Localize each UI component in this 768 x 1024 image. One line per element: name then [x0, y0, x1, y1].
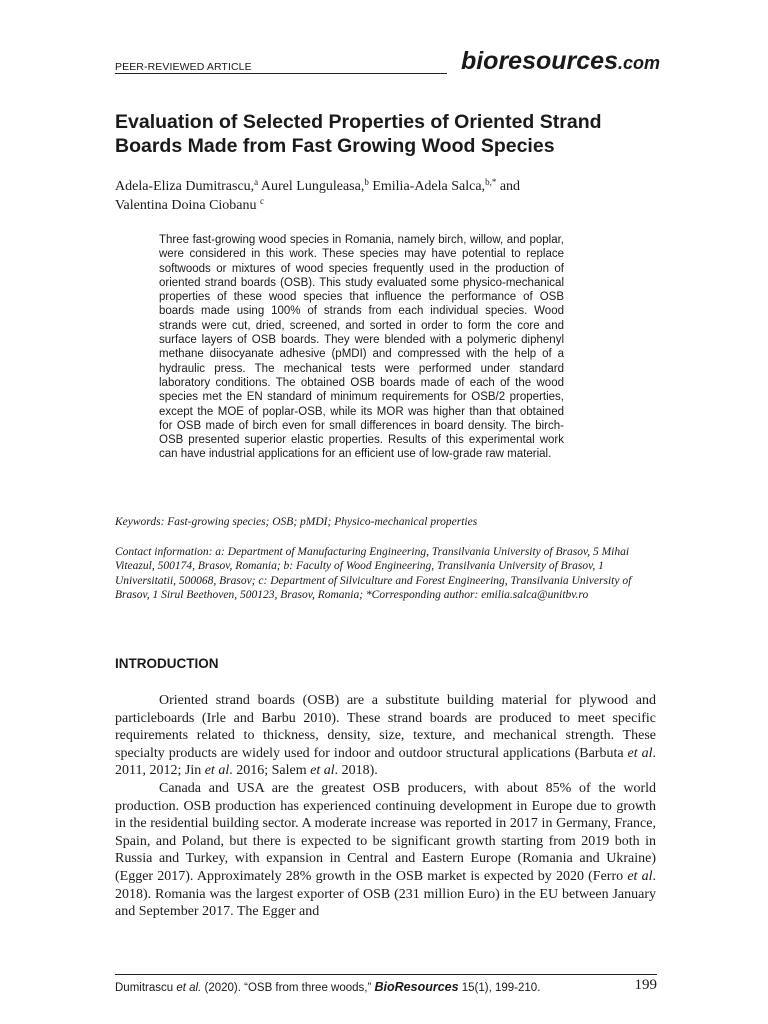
running-header	[115, 48, 660, 78]
author-affiliation-mark: a	[254, 177, 259, 187]
author-list: Adela-Eliza Dumitrascu,$^a$ Aurel Lunguleasa,$^b$ Emilia-Adela Salca,$^{b,*}$ and Valentina Doina Ciobanu $^c$	[115, 177, 521, 213]
body-paragraph: Canada and USA are the greatest OSB producers, with about 85% of the world production. OSB production has experienced continuing development in Europe due to growth in the residential building sector. A moderate increase was reported in 2017 in Germany, France, Spain, and Poland, but there is expected to be significant growth starting from 2019 both in Russia and Turkey, with expansion in Central and Eastern Europe (Romania and Ukraine) (Egger 2017). Approximately 28% growth in the OSB market is expected by 2020 (Ferro et al. 2018). Romania was the largest exporter of OSB (231 million Euro) in the EU between January and September 2017. The Egger and	[115, 780, 656, 920]
citation-line: Dumitrascu et al. (2020). “OSB from three woods,” BioResources 15(1), 199-210.	[115, 980, 541, 994]
contact-information: Contact information: a: Department of Manufacturing Engineering, Transilvania University of Brasov, 5 Mihai Viteazul, 500174, Brasov, Romania; b: Faculty of Wood Engineering, Transilvania University of Brasov, 1 Universitatii, 500068, Brasov; c: Department of Silviculture and Forest Engineering, Transilvania University of Brasov, 1 Sirul Beethoven, 500123, Brasov, Romania; *Corresponding author: emilia.salca@unitbv.ro	[115, 546, 632, 601]
author-name: Emilia-Adela Salca,	[372, 179, 486, 194]
author-name: Aurel Lunguleasa,	[260, 179, 365, 194]
keywords: Keywords: Fast-growing species; OSB; pMDI; Physico-mechanical properties	[115, 516, 478, 528]
header-rule	[115, 73, 447, 74]
introduction-body	[115, 692, 656, 921]
author-affiliation-mark: b,*	[485, 177, 497, 187]
article-type-label: PEER-REVIEWED ARTICLE	[115, 61, 252, 73]
article-title: Evaluation of Selected Properties of Oriented Strand Boards Made from Fast Growing Wood Species	[115, 111, 602, 157]
running-footer	[115, 977, 657, 997]
section-heading-introduction: INTRODUCTION	[115, 656, 219, 671]
author-affiliation-mark: c	[260, 196, 265, 206]
footer-rule	[115, 974, 657, 975]
page-number: 199	[634, 977, 657, 993]
body-paragraph: Oriented strand boards (OSB) are a substitute building material for plywood and particleboards (Irle and Barbu 2010). These strand boards are produced to meet specific requirements related to thickness, density, size, texture, and mechanical strength. These specialty products are widely used for indoor and outdoor structural applications (Barbuta et al. 2011, 2012; Jin et al. 2016; Salem et al. 2018).	[115, 693, 657, 779]
journal-brand-logo: bioresources.com	[460, 47, 660, 75]
journal-name: BioResources	[374, 980, 459, 994]
author-name: Adela-Eliza Dumitrascu,	[115, 179, 255, 194]
author-affiliation-mark: b	[364, 177, 369, 187]
author-name: Valentina Doina Ciobanu	[115, 198, 257, 213]
abstract: Three fast-growing wood species in Romania, namely birch, willow, and poplar, were considered in this work. These species may have potential to replace softwoods or mixtures of wood species frequently used in the production of oriented strand boards (OSB). This study evaluated some physico-mechanical properties of these wood species that influence the performance of OSB boards made using 100% of strands from each individual species. Wood strands were cut, dried, screened, and sorted in order to form the core and surface layers of OSB boards. They were blended with a polymeric diphenyl methane diisocyanate adhesive (pMDI) and compressed with the help of a hydraulic press. The mechanical tests were performed under standard laboratory conditions. The obtained OSB boards made of each of the wood species met the EN standard of minimum requirements for OSB/2 properties, except the MOE of poplar-OSB, while its MOR was higher than that obtained for OSB made of birch even for small differences in board density. The birch-OSB presented superior elastic properties. Results of this experimental work can have industrial applications for an efficient use of low-grade raw material.	[159, 234, 564, 461]
